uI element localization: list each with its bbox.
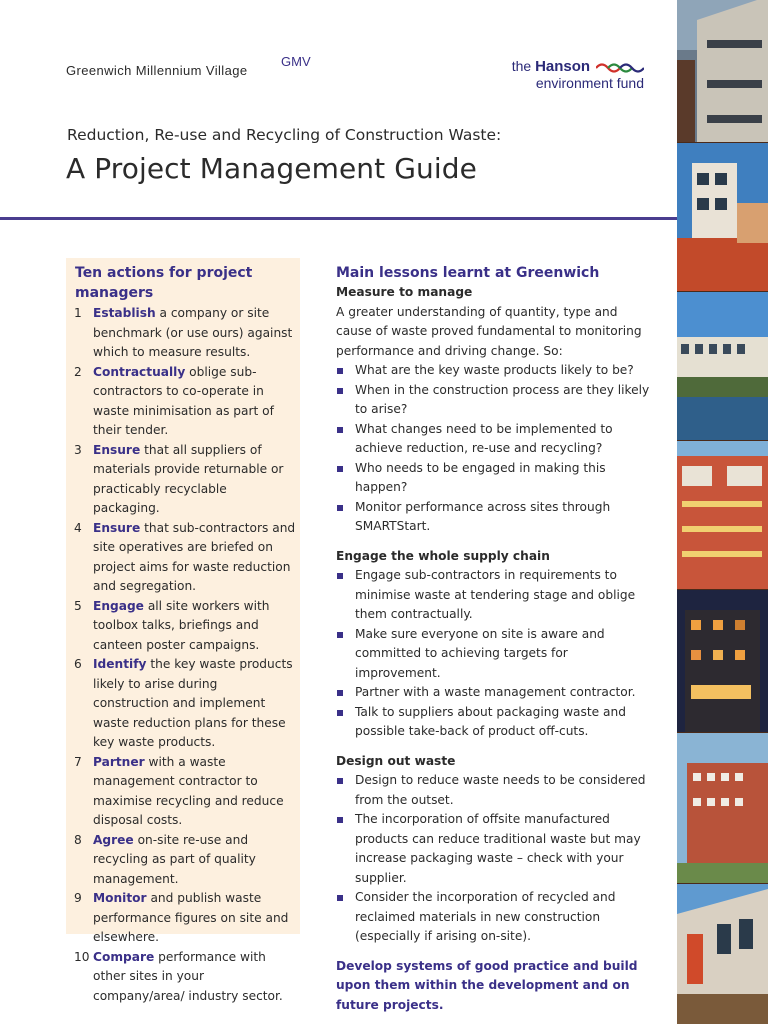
action-number: 2 (74, 364, 82, 379)
page-subtitle: Reduction, Re-use and Recycling of Construction Waste: (67, 126, 502, 144)
action-text: a company or site benchmark (or use ours) against which to measure results. (93, 306, 293, 359)
page-title: A Project Management Guide (66, 152, 477, 185)
bullet-item (336, 625, 654, 684)
action-number: 10 (74, 949, 90, 964)
action-number: 3 (74, 442, 82, 457)
hanson-logo-sub: environment fund (535, 75, 644, 91)
action-number: 8 (74, 832, 82, 847)
gmv-logo-name: Greenwich Millennium Village (66, 63, 248, 78)
square-bullet-icon (336, 420, 355, 459)
action-item (74, 363, 296, 441)
title-divider (0, 217, 677, 220)
action-item (74, 753, 296, 831)
action-keyword: Contractually (93, 364, 186, 379)
building-photo (677, 143, 768, 291)
building-photo (677, 590, 768, 732)
section-heading: Engage the whole supply chain (336, 548, 550, 563)
bullet-text: The incorporation of offsite manufactured products can reduce traditional waste but may increase packaging waste – check with your supplier. (355, 812, 641, 885)
action-text: on-site re-use and recycling as part of quality management. (93, 832, 256, 886)
action-item (74, 889, 296, 948)
bullet-item (336, 771, 654, 810)
square-bullet-icon (336, 683, 355, 703)
bullet-item (336, 420, 654, 459)
section-intro: A greater understanding of quantity, type and cause of waste proved fundamental to monitoring performance and driving change. So: (336, 304, 642, 358)
wave-icon (596, 61, 644, 73)
action-text: that sub-contractors and site operatives are briefed on project aims for waste reduction and segregation. (93, 520, 296, 593)
building-photo (677, 292, 768, 440)
action-keyword: Ensure (93, 442, 141, 457)
square-bullet-icon (336, 498, 355, 537)
action-keyword: Establish (93, 306, 156, 320)
square-bullet-icon (336, 361, 355, 381)
action-item (74, 441, 296, 519)
action-keyword: Identify (93, 657, 147, 671)
action-text: that all suppliers of materials provide returnable or practicably recyclable packaging. (93, 442, 284, 515)
building-photo (677, 0, 768, 142)
action-item (74, 948, 296, 1007)
square-bullet-icon (336, 810, 355, 888)
bullet-item (336, 498, 654, 537)
bullet-text: Engage sub-contractors in requirements to minimise waste at tendering stage and oblige them contractually. (355, 568, 636, 621)
bullet-item (336, 361, 654, 381)
action-number: 4 (74, 520, 82, 535)
bullet-list (336, 361, 654, 537)
action-keyword: Agree (93, 832, 134, 847)
action-number: 5 (74, 598, 82, 613)
square-bullet-icon (336, 888, 355, 947)
bullet-text: When in the construction process are they likely to arise? (355, 382, 650, 416)
square-bullet-icon (336, 703, 355, 742)
bullet-text: What changes need to be implemented to achieve reduction, re-use and recycling? (355, 421, 613, 455)
gmv-logo-tag: GMV (281, 54, 311, 69)
bullet-text: Partner with a waste management contractor. (355, 685, 636, 699)
square-bullet-icon (336, 771, 355, 810)
action-number: 9 (74, 891, 82, 905)
action-item (74, 304, 296, 363)
action-item (74, 519, 296, 597)
square-bullet-icon (336, 381, 355, 420)
action-number: 1 (74, 306, 82, 320)
bullet-text: Who needs to be engaged in making this happen? (355, 460, 606, 494)
action-item (74, 597, 296, 656)
hanson-logo-brand: Hanson (535, 58, 591, 75)
gmv-logo (66, 54, 311, 79)
action-number: 6 (74, 657, 82, 671)
action-text: and publish waste performance figures on site and elsewhere. (93, 891, 289, 944)
square-bullet-icon (336, 566, 355, 625)
actions-list (74, 304, 296, 1006)
action-keyword: Partner (93, 754, 145, 769)
bullet-item (336, 683, 654, 703)
action-text: with a waste management contractor to maximise recycling and reduce disposal costs. (93, 754, 284, 827)
photo-strip (677, 0, 768, 1024)
section-heading: Design out waste (336, 753, 456, 768)
section-heading: Measure to manage (336, 285, 473, 299)
sidebar-heading: Ten actions for project managers (75, 265, 253, 301)
action-keyword: Ensure (93, 520, 141, 535)
bullet-item (336, 459, 654, 498)
building-photo (677, 441, 768, 589)
action-text: the key waste products likely to arise during construction and implement waste reduction plans for these key waste products. (93, 657, 293, 749)
bullet-item (336, 703, 654, 742)
action-keyword: Compare (93, 949, 155, 964)
action-item (74, 831, 296, 890)
bullet-item (336, 888, 654, 947)
building-photo (677, 884, 768, 1024)
bullet-list (336, 566, 654, 742)
square-bullet-icon (336, 625, 355, 684)
action-text: oblige sub-contractors to co-operate in waste minimisation as part of their tender. (93, 364, 274, 437)
bullet-text: Talk to suppliers about packaging waste and possible take-back of product off-cuts. (355, 704, 626, 738)
action-keyword: Engage (93, 598, 144, 613)
main-heading: Main lessons learnt at Greenwich (336, 265, 600, 281)
action-item (74, 655, 296, 753)
bullet-list (336, 771, 654, 947)
bullet-item (336, 566, 654, 625)
bullet-text: Design to reduce waste needs to be considered from the outset. (355, 773, 646, 807)
bullet-item (336, 810, 654, 888)
bullet-text: Consider the incorporation of recycled and reclaimed materials in new construction (especially if arising on-site). (355, 890, 616, 943)
bullet-text: Make sure everyone on site is aware and committed to achieving targets for improvement. (355, 626, 605, 680)
main-column (336, 263, 654, 1015)
square-bullet-icon (336, 459, 355, 498)
building-photo (677, 733, 768, 883)
hanson-logo-the: the (511, 58, 532, 74)
bullet-item (336, 381, 654, 420)
action-text: performance with other sites in your company/area/ industry sector. (93, 949, 283, 1003)
bullet-text: Monitor performance across sites through SMARTStart. (355, 499, 611, 533)
action-keyword: Monitor (93, 891, 147, 905)
bullet-text: What are the key waste products likely to be? (355, 363, 634, 377)
hanson-logo (512, 58, 644, 91)
action-number: 7 (74, 754, 82, 769)
action-text: all site workers with toolbox talks, briefings and canteen poster campaigns. (93, 598, 270, 652)
closing-statement: Develop systems of good practice and build upon them within the development and on future projects. (336, 958, 638, 1012)
